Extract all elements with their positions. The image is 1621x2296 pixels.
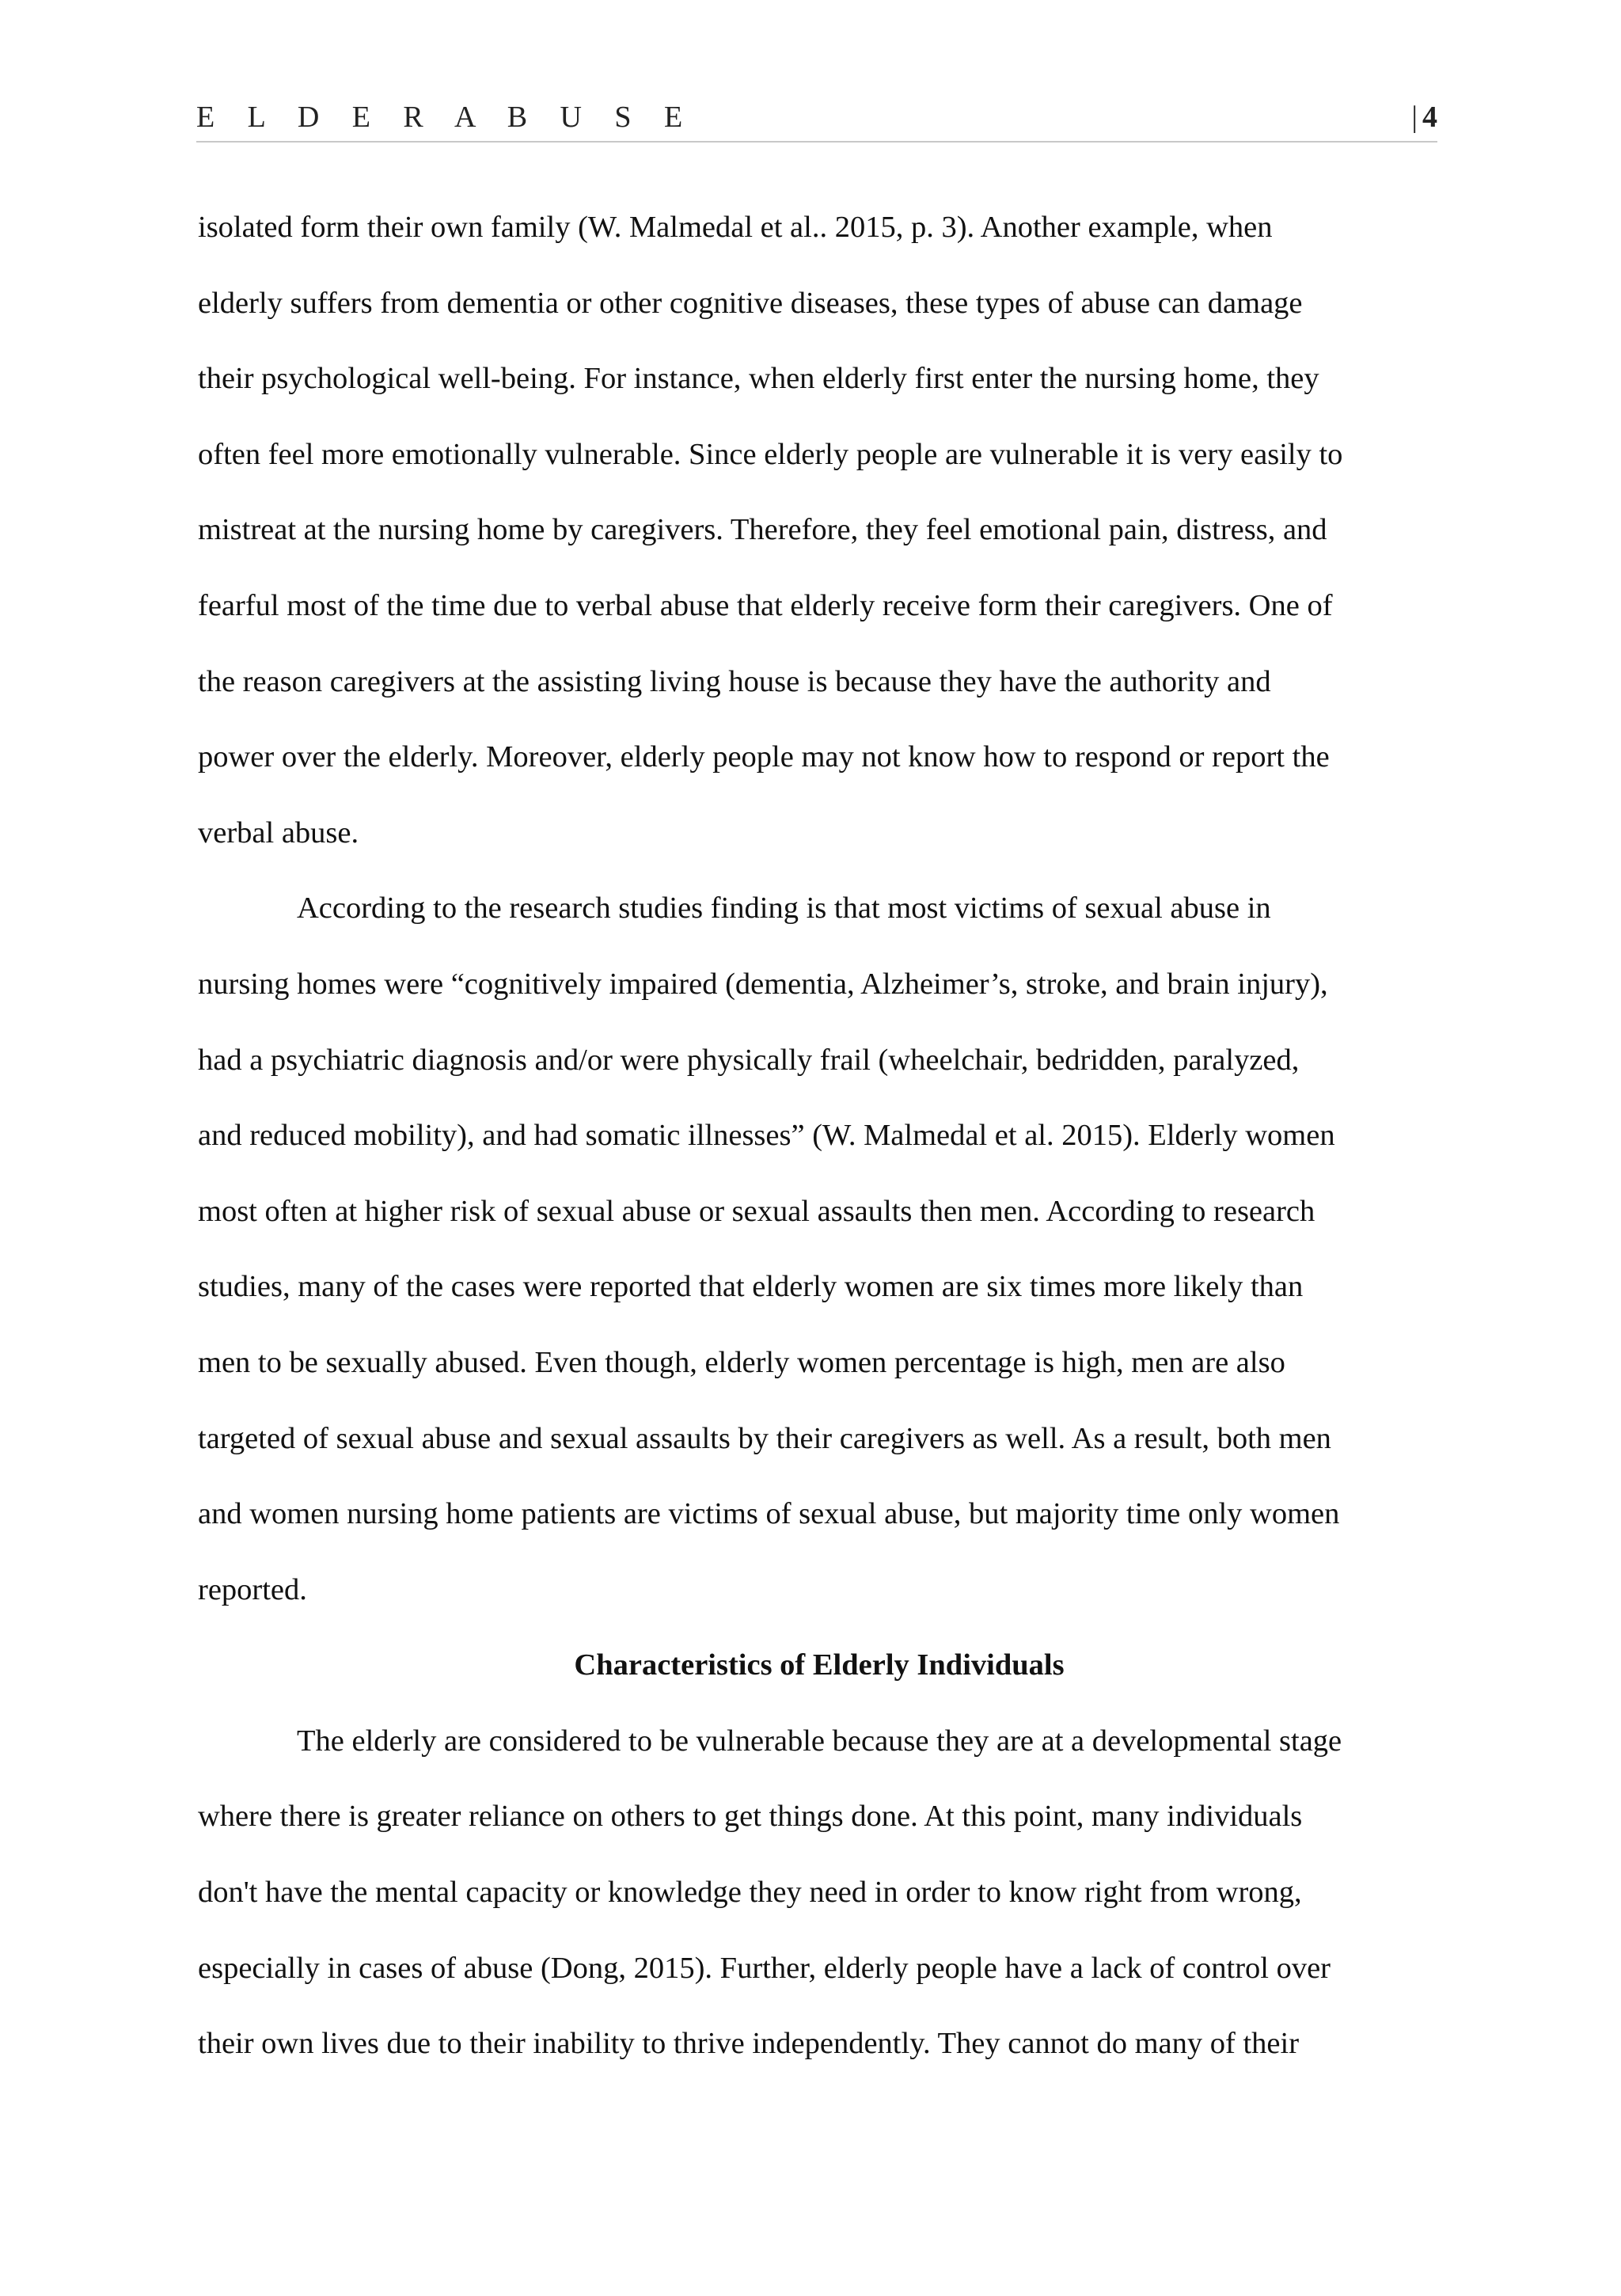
paragraph-first-line: The elderly are considered to be vulnerable because they are at a developmental stage (297, 1724, 1342, 1758)
text-line: and reduced mobility), and had somatic illnesses” (W. Malmedal et al. 2015). Elderly women (198, 1119, 1335, 1153)
text-line: mistreat at the nursing home by caregivers. Therefore, they feel emotional pain, distress, and (198, 513, 1327, 547)
text-line: men to be sexually abused. Even though, elderly women percentage is high, men are also (198, 1345, 1285, 1379)
text-line: especially in cases of abuse (Dong, 2015). Further, elderly people have a lack of control over (198, 1951, 1331, 1985)
paragraph-first-line: According to the research studies finding is that most victims of sexual abuse in (297, 891, 1271, 926)
text-line: the reason caregivers at the assisting living house is because they have the authority and (198, 664, 1271, 698)
text-line: targeted of sexual abuse and sexual assaults by their caregivers as well. As a result, both men (198, 1421, 1331, 1455)
text-line: and women nursing home patients are victims of sexual abuse, but majority time only women (198, 1497, 1340, 1531)
text-line: their psychological well-being. For instance, when elderly first enter the nursing home, they (198, 362, 1319, 396)
text-line: power over the elderly. Moreover, elderly people may not know how to respond or report the (198, 740, 1330, 774)
text-line: most often at higher risk of sexual abuse or sexual assaults then men. According to research (198, 1194, 1315, 1228)
text-line: had a psychiatric diagnosis and/or were physically frail (wheelchair, bedridden, paralyzed, (198, 1043, 1300, 1077)
text-line: reported. (198, 1572, 307, 1606)
text-line: where there is greater reliance on others to get things done. At this point, many individuals (198, 1800, 1303, 1834)
text-line: nursing homes were “cognitively impaired (dementia, Alzheimer’s, stroke, and brain injury), (198, 967, 1328, 1001)
text-line: elderly suffers from dementia or other cognitive diseases, these types of abuse can damage (198, 286, 1303, 320)
page-number (1411, 93, 1437, 141)
text-line: don't have the mental capacity or knowledge they need in order to know right from wrong, (198, 1876, 1302, 1910)
text-line: their own lives due to their inability to thrive independently. They cannot do many of their (198, 2027, 1300, 2061)
text-line: studies, many of the cases were reported that elderly women are six times more likely than (198, 1270, 1304, 1304)
text-line: isolated form their own family (W. Malmedal et al.. 2015, p. 3). Another example, when (198, 211, 1273, 244)
page-header (196, 93, 1437, 143)
header-separator: | (1411, 101, 1418, 134)
text-line: often feel more emotionally vulnerable. Since elderly people are vulnerable it is very easily to (198, 437, 1343, 471)
text-line: verbal abuse. (198, 815, 359, 850)
running-head: E L D E R A B U S E (196, 101, 696, 134)
text-line: fearful most of the time due to verbal abuse that elderly receive form their caregivers. One of (198, 588, 1333, 622)
page-number-value: 4 (1422, 101, 1437, 134)
section-heading: Characteristics of Elderly Individuals (574, 1648, 1065, 1682)
body-text (198, 190, 1441, 2082)
